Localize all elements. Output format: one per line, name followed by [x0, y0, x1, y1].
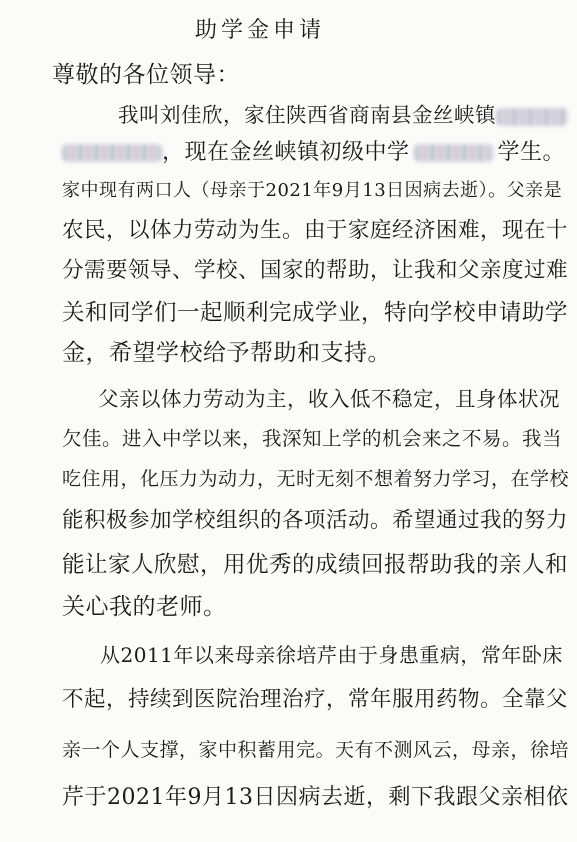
letter-title: 助学金申请 [195, 18, 326, 43]
letter-line: 吃住用，化压力为动力，无时无刻不想着努力学习，在学校 [62, 468, 570, 490]
redacted-class [414, 144, 494, 162]
letter-line: 金，希望学校给予帮助和支持。 [62, 340, 391, 366]
letter-line-text: ，现在金丝峡镇初级中学 [162, 140, 410, 165]
letter-line: 从2011年以来母亲徐培芹由于身患重病，常年卧床 [100, 643, 563, 667]
letter-line [62, 138, 565, 168]
letter-line: 父亲以体力劳动为主，收入低不稳定，且身体状况 [98, 387, 560, 411]
letter-line: 欠佳。进入中学以来，我深知上学的机会来之不易。我当 [62, 427, 563, 450]
redacted-address [496, 108, 568, 126]
letter-line-text: 学生。 [497, 140, 566, 165]
letter-line: 能让家人欣慰，用优秀的成绩回报帮助我的亲人和 [62, 552, 569, 578]
letter-line: 亲一个人支撑，家中积蓄用完。天有不测风云，母亲，徐培 [62, 739, 570, 761]
letter-line-text: 我叫刘佳欣，家住陕西省商南县金丝峡镇 [118, 103, 496, 127]
letter-line: 分需要领导、学校、国家的帮助，让我和父亲度过难 [62, 258, 569, 283]
letter-line: 关心我的老师。 [62, 594, 227, 620]
letter-line: 不起，持续到医院治理治疗，常年服用药物。全靠父 [62, 687, 569, 712]
salutation: 尊敬的各位领导： [52, 62, 240, 88]
letter-line: 农民，以体力劳动为生。由于家庭经济困难，现在十 [62, 218, 569, 243]
letter-line: 能积极参加学校组织的各项活动。希望通过我的努力 [62, 508, 569, 533]
letter-line [118, 100, 568, 130]
letter-line: 关和同学们一起顺利完成学业，特向学校申请助学 [62, 300, 569, 326]
letter-line: 家中现有两口人（母亲于2021年9月13日因病去逝）。父亲是 [62, 180, 563, 201]
letter-line: 芹于2021年9月13日因病去逝，剩下我跟父亲相依 [62, 785, 569, 810]
redacted-village [62, 144, 162, 162]
